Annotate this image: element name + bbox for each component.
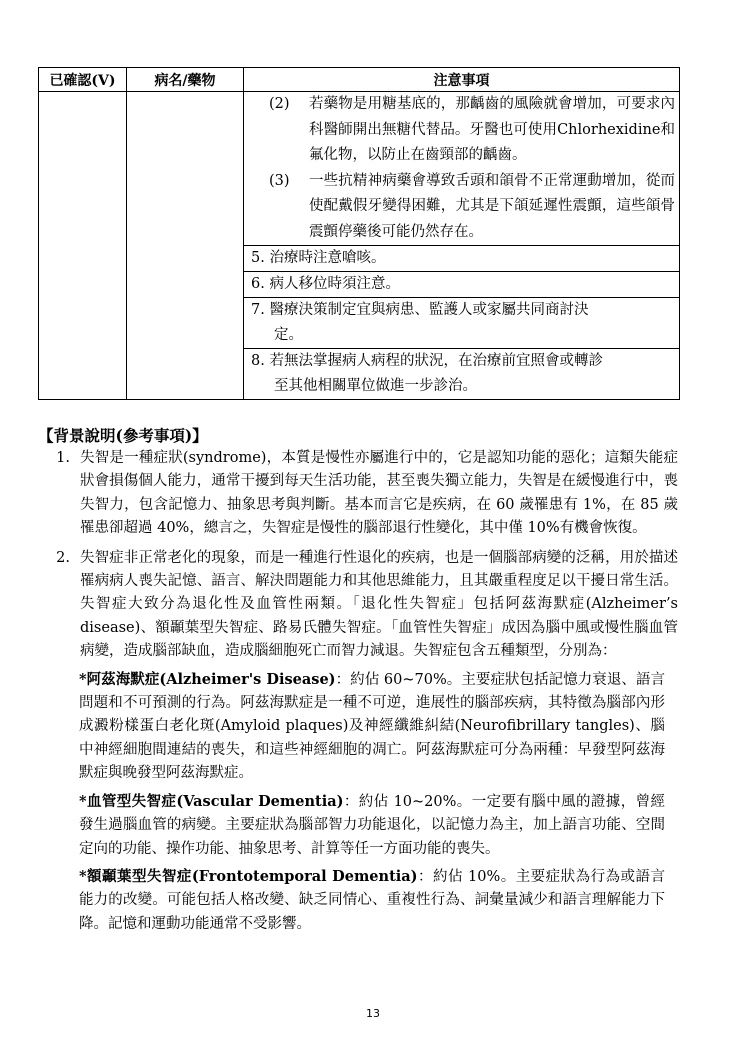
- point-text-continued: 定。: [274, 327, 303, 343]
- sub-item-text: 一些抗精神病藥會導致舌頭和頜骨不正常運動增加，從而使配戴假牙變得困難，尤其是下頜延遲性震顫，這些頜骨震顫停藥後可能仍然存在。: [309, 172, 675, 240]
- table-row: [39, 92, 680, 400]
- point-item: [244, 297, 679, 348]
- point-text: 8. 若無法掌握病人病程的狀況，在治療前宜照會或轉診: [251, 353, 603, 369]
- dementia-types: [38, 668, 665, 936]
- point-item: [244, 271, 679, 297]
- list-item-number: 2.: [56, 549, 70, 566]
- dementia-type: [79, 790, 665, 861]
- list-item: [38, 547, 678, 664]
- list-item-number: 1.: [56, 450, 70, 466]
- header-disease-drug: 病名/藥物: [127, 68, 244, 92]
- point-text: 5. 治療時注意嗆咳。: [251, 250, 386, 266]
- sub-item-number: (3): [269, 172, 290, 189]
- sub-item: [244, 169, 679, 246]
- precautions-cell: [244, 92, 680, 400]
- dementia-type-name: *血管型失智症(Vascular Dementia): [79, 792, 344, 810]
- list-item-text: 失智是一種症狀(syndrome)，本質是慢性亦屬進行中的，它是認知功能的惡化；這類失能症狀會損傷個人能力，通常干擾到每天生活功能，甚至喪失獨立能力，失智是在緩慢進行中，喪失智力，包含記憶力、抽象思考與判斷。基本而言它是疾病，在 60 歲罹患有 1%，在 85 歲罹患卻超過 40%，總言之，失智症是慢性的腦部退行性變化，其中僅 10%有機會恢復。: [80, 450, 678, 537]
- confirm-cell: [39, 92, 127, 400]
- precautions-table: [38, 67, 680, 400]
- point-item: [244, 245, 679, 271]
- point-text-continued: 至其他相關單位做進一步診治。: [274, 378, 477, 394]
- list-item-text: 失智症非正常老化的現象，而是一種進行性退化的疾病，也是一個腦部病變的泛稱，用於描述罹病病人喪失記憶、語言、解決問題能力和其他思維能力，且其嚴重程度足以干擾日常生活。失智症大致分為退化性及血管性兩類。「退化性失智症」包括阿茲海默症(Alzheimer’s disease)、額顳葉型失智症、路易氏體失智症。「血管性失智症」成因為腦中風或慢性腦血管病變，造成腦部缺血，造成腦細胞死亡而智力減退。失智症包含五種類型，分別為：: [80, 549, 678, 660]
- sub-item-number: (2): [269, 96, 290, 112]
- table-header-row: [39, 68, 680, 92]
- disease-cell: [127, 92, 244, 400]
- list-item: [38, 447, 678, 541]
- background-heading: 【背景說明(參考事項)】: [38, 426, 208, 445]
- page-number: 13: [366, 1007, 380, 1020]
- dementia-type: [79, 865, 665, 936]
- sub-item-text: 若藥物是用糖基底的，那齲齒的風險就會增加，可要求內科醫師開出無糖代替品。牙醫也可使用Chlorhexidine和氟化物，以防止在齒頸部的齲齒。: [309, 96, 675, 163]
- point-item: [244, 348, 679, 399]
- dementia-type: [79, 668, 665, 786]
- dementia-type-description: ：約佔 10%。主要症狀為行為或語言能力的改變。可能包括人格改變、缺乏同情心、重複性行為、詞彙量減少和語言理解能力下降。記憶和運動功能通常不受影響。: [79, 868, 665, 932]
- dementia-type-name: *額顳葉型失智症(Frontotemporal Dementia): [79, 867, 418, 885]
- header-precautions: 注意事項: [244, 68, 680, 92]
- point-text: 6. 病人移位時須注意。: [251, 276, 400, 292]
- background-list: [38, 447, 678, 936]
- dementia-type-name: *阿茲海默症(Alzheimer's Disease): [79, 670, 336, 688]
- sub-item: [244, 92, 679, 169]
- dementia-type-description: ：約佔 60~70%。主要症狀包括記憶力衰退、語言問題和不可預測的行為。阿茲海默症是一種不可逆，進展性的腦部疾病，其特徵為腦部內形成澱粉樣蛋白老化斑(Amyloid plaques)及神經纖維糾結(Neurofibrillary tangles)、腦中神經細胞間連結的喪失，和這些神經細胞的凋亡。阿茲海默症可分為兩種：早發型阿茲海默症與晚發型阿茲海默症。: [79, 671, 666, 782]
- point-text: 7. 醫療決策制定宜與病患、監護人或家屬共同商討決: [251, 302, 589, 318]
- dementia-type-description: ：約佔 10~20%。一定要有腦中風的證據，曾經發生過腦血管的病變。主要症狀為腦部智力功能退化，以記憶力為主，加上語言功能、空間定向的功能、操作功能、抽象思考、計算等任一方面功能的喪失。: [79, 793, 666, 857]
- header-confirmed: 已確認(V): [39, 68, 127, 92]
